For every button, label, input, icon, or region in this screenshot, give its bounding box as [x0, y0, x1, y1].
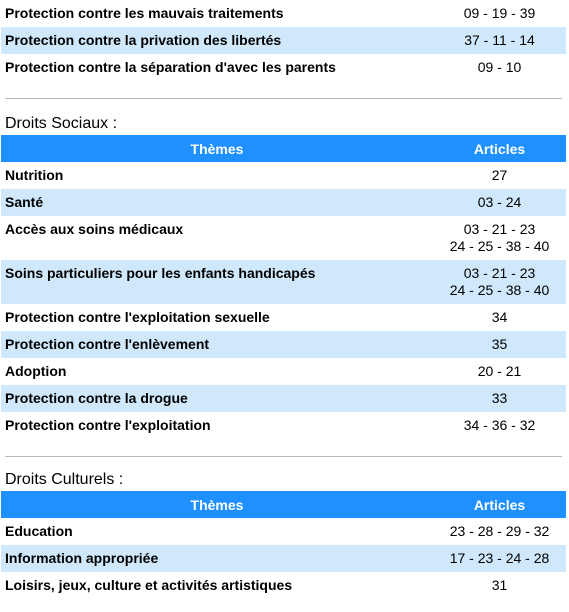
articles-cell — [433, 385, 566, 412]
table-body — [1, 518, 566, 599]
theme-cell: Protection contre l'exploitation sexuelle — [5, 309, 270, 325]
droits-culturels-table — [1, 491, 566, 599]
articles-cell — [433, 304, 566, 331]
article-numbers: 03 - 21 - 23 — [463, 265, 536, 281]
theme-cell: Accès aux soins médicaux — [5, 221, 184, 237]
article-numbers: 23 - 28 - 29 - 32 — [449, 523, 550, 539]
table-row — [1, 572, 566, 599]
theme-cell: Protection contre la privation des libertés — [1, 27, 433, 54]
header-themes: Thèmes — [1, 491, 433, 518]
theme-cell: Adoption — [5, 363, 67, 379]
theme-cell: Santé — [1, 189, 433, 216]
theme-cell: Protection contre les mauvais traitements — [5, 5, 284, 21]
table-header-row — [1, 135, 566, 162]
articles-cell — [433, 27, 566, 54]
table-row — [1, 216, 566, 260]
article-numbers: 09 - 10 — [477, 59, 522, 75]
table-row — [1, 412, 566, 439]
article-numbers: 34 - 36 - 32 — [463, 417, 536, 433]
table-row — [1, 518, 566, 545]
articles-cell — [433, 54, 566, 81]
articles-cell — [433, 0, 566, 27]
table-body — [1, 0, 566, 81]
table-row — [1, 385, 566, 412]
articles-cell — [433, 572, 566, 599]
civil-rights-table-continued — [1, 0, 566, 81]
table-row — [1, 331, 566, 358]
article-numbers: 27 — [491, 167, 508, 183]
section-title-droits-culturels: Droits Culturels : — [5, 471, 124, 488]
table-row — [1, 0, 566, 27]
table-body — [1, 162, 566, 439]
table-row — [1, 54, 566, 81]
articles-cell — [433, 331, 566, 358]
theme-cell: Protection contre l'enlèvement — [1, 331, 433, 358]
articles-cell — [433, 545, 566, 572]
article-numbers: 35 — [491, 336, 508, 352]
theme-cell: Loisirs, jeux, culture et activités artistiques — [5, 577, 293, 593]
articles-cell — [433, 216, 566, 260]
table-row — [1, 162, 566, 189]
articles-cell — [433, 358, 566, 385]
article-numbers: 17 - 23 - 24 - 28 — [449, 550, 550, 566]
table-row — [1, 545, 566, 572]
article-numbers: 37 - 11 - 14 — [464, 32, 535, 48]
article-numbers: 03 - 21 - 23 — [463, 221, 536, 237]
article-numbers: 09 - 19 - 39 — [463, 5, 536, 21]
articles-cell — [433, 412, 566, 439]
section-title-droits-sociaux: Droits Sociaux : — [5, 115, 118, 132]
table-row — [1, 304, 566, 331]
articles-cell — [433, 162, 566, 189]
table-row — [1, 27, 566, 54]
article-numbers: 24 - 25 - 38 - 40 — [449, 238, 550, 254]
theme-cell: Protection contre la drogue — [1, 385, 433, 412]
theme-cell: Protection contre l'exploitation — [5, 417, 211, 433]
theme-cell: Soins particuliers pour les enfants handicapés — [1, 260, 433, 304]
theme-cell: Protection contre la séparation d'avec les parents — [5, 59, 336, 75]
article-numbers: 31 — [491, 577, 508, 593]
article-numbers: 03 - 24 — [477, 194, 522, 210]
theme-cell: Nutrition — [5, 167, 64, 183]
theme-cell: Information appropriée — [1, 545, 433, 572]
header-themes: Thèmes — [1, 135, 433, 162]
article-numbers: 20 - 21 — [477, 363, 522, 379]
table-header-row — [1, 491, 566, 518]
header-articles: Articles — [433, 135, 566, 162]
header-articles: Articles — [433, 491, 566, 518]
article-numbers: 34 — [491, 309, 508, 325]
articles-cell — [433, 518, 566, 545]
articles-cell — [433, 260, 566, 304]
table-row — [1, 189, 566, 216]
table-row — [1, 260, 566, 304]
article-numbers: 33 — [491, 390, 508, 406]
theme-cell: Education — [5, 523, 73, 539]
droits-sociaux-table — [1, 135, 566, 439]
article-numbers: 24 - 25 - 38 - 40 — [449, 282, 550, 298]
articles-cell — [433, 189, 566, 216]
table-row — [1, 358, 566, 385]
